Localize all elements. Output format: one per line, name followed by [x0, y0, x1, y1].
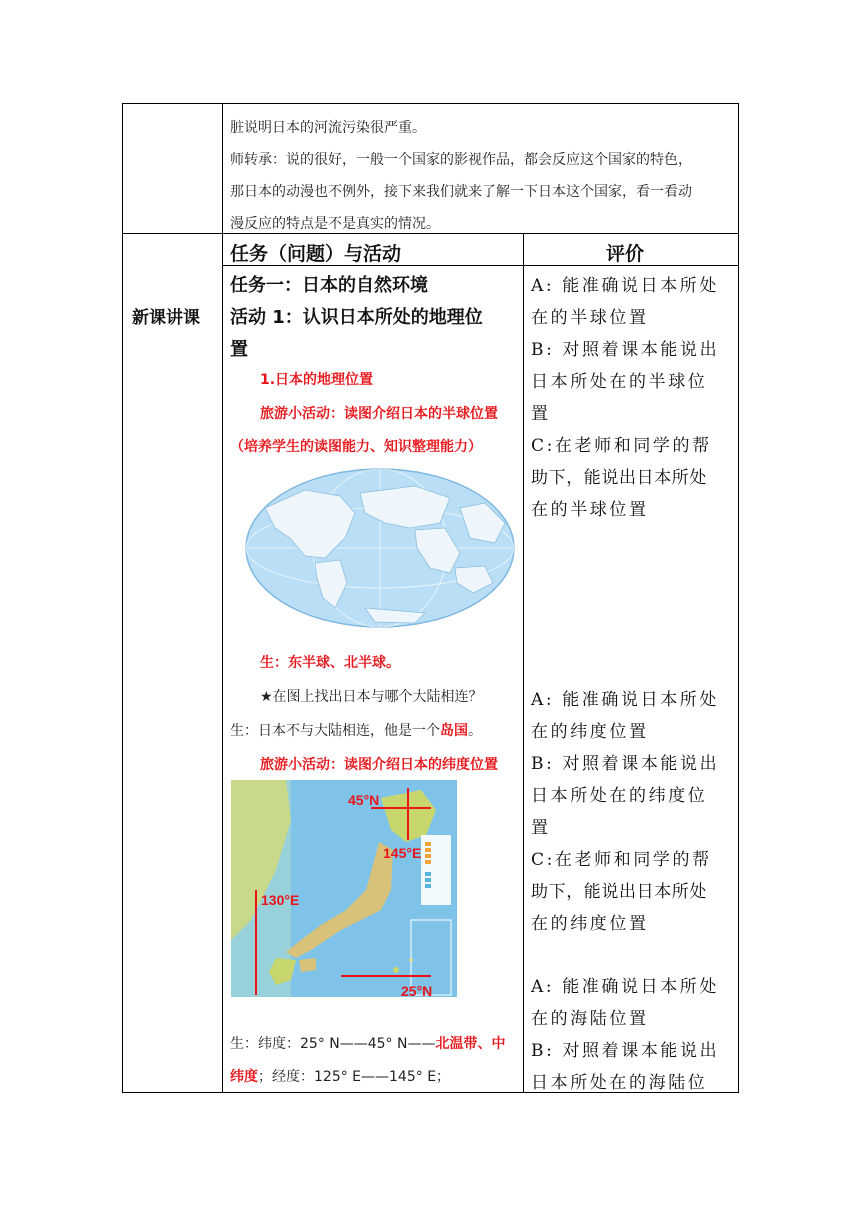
- eval-hemisphere-b2: 日本所处在的半球位: [531, 372, 708, 392]
- column-divider-eval: [523, 233, 524, 1093]
- header-evaluation: 评价: [606, 243, 645, 265]
- eval-latitude-b3: 置: [531, 818, 551, 838]
- eval-sea-land-a2: 在的海陆位置: [531, 1009, 649, 1029]
- answer-hemisphere: 生：东半球、北半球。: [260, 655, 400, 671]
- eval-hemisphere-b3: 置: [531, 404, 551, 424]
- japan-map: [231, 780, 457, 1001]
- island-highlight: 岛国: [440, 723, 468, 739]
- label-130e: 130°E: [261, 892, 300, 908]
- intro-line-4: 漫反应的特点是不是真实的情况。: [230, 216, 440, 232]
- eval-hemisphere-c1: C:在老师和同学的帮: [531, 436, 712, 456]
- mini-activity-hemisphere: 旅游小活动：读图介绍日本的半球位置: [260, 406, 498, 422]
- column-divider-label: [222, 103, 223, 1093]
- eval-sea-land-b1: B: 对照着课本能说出: [531, 1041, 720, 1061]
- eval-latitude-a2: 在的纬度位置: [531, 722, 649, 742]
- eval-hemisphere-c2: 助下，能说出日本所处: [531, 468, 707, 488]
- eval-hemisphere-a1: A: 能准确说日本所处: [531, 276, 720, 296]
- eval-sea-land-b2: 日本所处在的海陆位: [531, 1073, 708, 1093]
- answer-island: 生：日本不与大陆相连，他是一个岛国。: [230, 723, 482, 739]
- eval-latitude-a1: A: 能准确说日本所处: [531, 690, 720, 710]
- label-145e: 145°E: [383, 845, 422, 861]
- world-map: [245, 468, 515, 632]
- lesson-table: [122, 103, 739, 1093]
- mini-activity-latitude: 旅游小活动：读图介绍日本的纬度位置: [260, 757, 498, 773]
- intro-line-1: 脏说明日本的河流污染很严重。: [230, 120, 426, 136]
- label-25n: 25°N: [401, 983, 433, 997]
- activity-title-2: 置: [230, 339, 248, 360]
- intro-line-2: 师转承：说的很好，一般一个国家的影视作品，都会反应这个国家的特色，: [230, 152, 692, 168]
- question-continent: ★在图上找出日本与哪个大陆相连？: [260, 689, 483, 705]
- eval-latitude-c2: 助下，能说出日本所处: [531, 882, 707, 902]
- header-activities: 任务（问题）与活动: [230, 243, 402, 265]
- eval-hemisphere-c3: 在的半球位置: [531, 500, 649, 520]
- eval-hemisphere-a2: 在的半球位置: [531, 308, 649, 328]
- eval-latitude-b2: 日本所处在的纬度位: [531, 786, 708, 806]
- intro-line-3: 那日本的动漫也不例外，接下来我们就来了解一下日本这个国家，看一看动: [230, 184, 692, 200]
- table-border-top: [122, 103, 739, 104]
- latitude-highlight: 纬度: [230, 1069, 258, 1085]
- answer-latitude-line1: 生：纬度：25° N——45° N——北温带、中: [230, 1036, 506, 1052]
- table-border-left: [122, 103, 123, 1093]
- section-label: 新课讲课: [132, 308, 200, 328]
- activity-title-1: 活动 1：认识日本所处的地理位: [230, 307, 483, 328]
- section-heading: 1.日本的地理位置: [260, 372, 374, 388]
- table-border-right: [738, 103, 739, 1093]
- ability-note: （培养学生的读图能力、知识整理能力）: [230, 439, 482, 455]
- eval-latitude-c1: C:在老师和同学的帮: [531, 850, 712, 870]
- row-divider: [122, 233, 739, 234]
- temperate-highlight: 北温带、中: [435, 1036, 506, 1052]
- eval-latitude-b1: B: 对照着课本能说出: [531, 754, 720, 774]
- answer-latitude-line2: 纬度；经度：125° E——145° E；: [230, 1069, 451, 1085]
- task-title: 任务一：日本的自然环境: [230, 275, 428, 296]
- label-45n: 45°N: [348, 792, 380, 808]
- eval-hemisphere-b1: B: 对照着课本能说出: [531, 340, 720, 360]
- eval-latitude-c3: 在的纬度位置: [531, 914, 649, 934]
- eval-sea-land-a1: A: 能准确说日本所处: [531, 977, 720, 997]
